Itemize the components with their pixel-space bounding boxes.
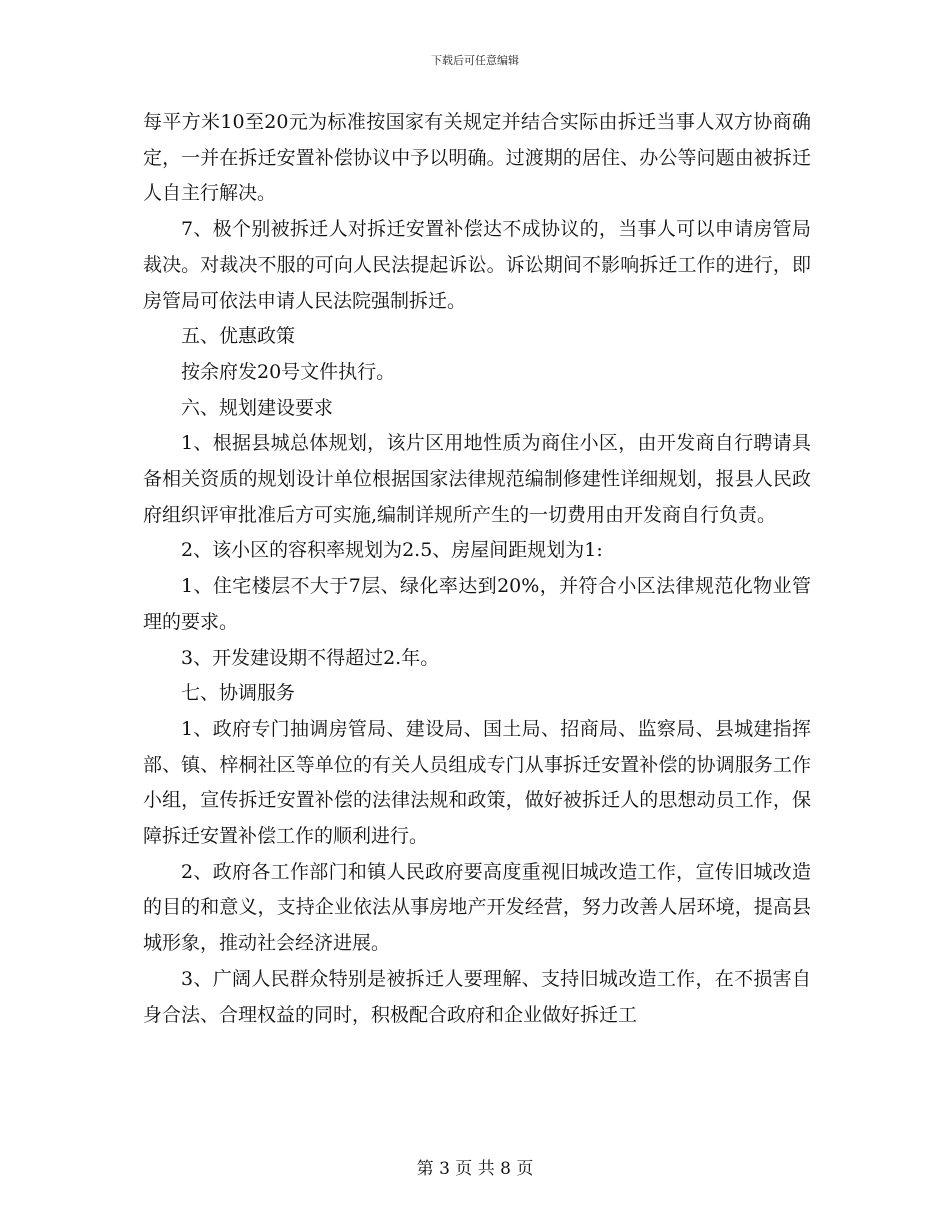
section-heading-5: 五、优惠政策 [181,325,296,348]
page-header: 下载后可任意编辑 [431,54,519,67]
paragraph-7: 3、开发建设期不得超过2.年。 [181,646,440,669]
page-footer [0,1158,950,1180]
paragraph-3: 按余府发20号文件执行。 [181,360,396,383]
paragraph-9: 2、政府各工作部门和镇人民政府要高度重视旧城改造工作，宣传旧城改造的目的和意义，支持企业依法从事房地产开发经营，努力改善人居环境，提高县城形象，推动社会经济进展。 [143,860,811,955]
section-heading-7: 七、协调服务 [181,682,296,705]
document-body [143,105,811,1033]
paragraph-10: 3、广阔人民群众特别是被拆迁人要理解、支持旧城改造工作，在不损害自身合法、合理权益的同时，积极配合政府和企业做好拆迁工 [143,967,811,1026]
paragraph-1: 每平方米10至20元为标准按国家有关规定并结合实际由拆迁当事人双方协商确定，一并在拆迁安置补偿协议中予以明确。过渡期的居住、办公等问题由被拆迁人自主行解决。 [143,111,811,205]
paragraph-2: 7、极个别被拆迁人对拆迁安置补偿达不成协议的，当事人可以申请房管局裁决。对裁决不服的可向人民法提起诉讼。诉讼期间不影响拆迁工作的进行，即房管局可依法申请人民法院强制拆迁。 [143,218,811,312]
paragraph-4: 1、根据县城总体规划，该片区用地性质为商住小区，由开发商自行聘请具备相关资质的规划设计单位根据国家法律规范编制修建性详细规划，报县人民政府组织评审批准后方可实施,编制详规所产生的一切费用由开发商自行负责。 [143,432,811,526]
paragraph-6: 1、住宅楼层不大于7层、绿化率达到20%，并符合小区法律规范化物业管理的要求。 [143,575,811,633]
paragraph-8: 1、政府专门抽调房管局、建设局、国土局、招商局、监察局、县城建指挥部、镇、梓桐社区等单位的有关人员组成专门从事拆迁安置补偿的协调服务工作小组，宣传拆迁安置补偿的法律法规和政策，做好被拆迁人的思想动员工作，保障拆迁安置补偿工作的顺利进行。 [143,717,811,848]
paragraph-5: 2、该小区的容积率规划为2.5、房屋间距规划为1: [181,539,603,562]
section-heading-6: 六、规划建设要求 [181,396,334,419]
page-number: 第 3 页 共 8 页 [416,1159,534,1179]
